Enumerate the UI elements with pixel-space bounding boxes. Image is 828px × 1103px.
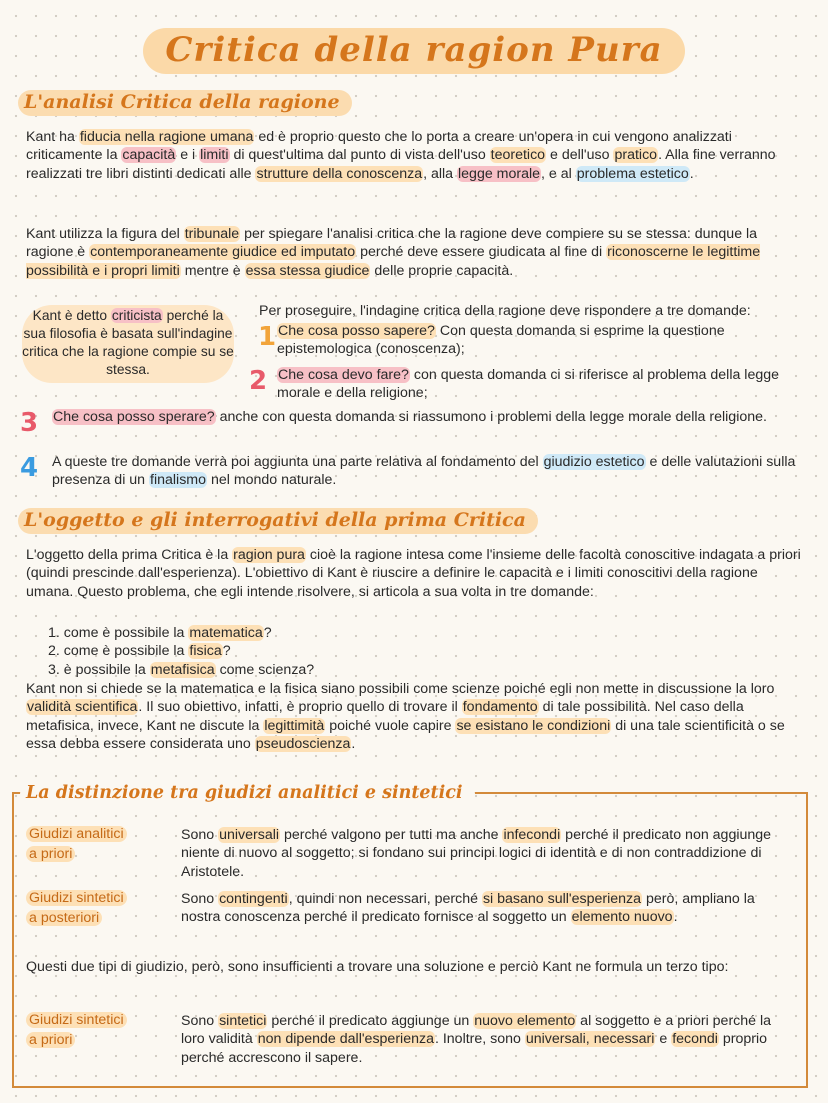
section-2-paragraph-2 <box>26 680 808 754</box>
text-run: e i <box>176 147 200 164</box>
highlighted-text: riconoscerne le legittime possibilità e i propri limiti <box>26 244 761 279</box>
text-run: e dell'uso <box>546 147 614 164</box>
text-run: di tale possibilità. Nel caso della metafisica, invece, Kant ne discute la <box>26 699 744 734</box>
desc-synthetic-a-priori <box>181 1012 791 1067</box>
text-run: come è possibile la <box>63 643 189 660</box>
text-run: Sono <box>181 827 219 843</box>
highlighted-text: ragion pura <box>233 547 305 563</box>
text-run: per spiegare l'analisi critica che la ragione deve compiere su se stessa: dunque la ragione è <box>26 226 758 261</box>
section-2-heading-wrap <box>18 508 538 534</box>
text-run: però, ampliano la nostra conoscenza perché il predicato fornisce al soggetto un <box>181 891 755 926</box>
highlighted-text: legge morale <box>458 165 541 182</box>
text-run: perché il predicato aggiunge un <box>267 1013 474 1029</box>
text-run: poiché vuole capire <box>325 717 456 734</box>
highlighted-text: pseudoscienza <box>255 736 351 753</box>
highlighted-text: se esistano le condizioni <box>456 717 611 734</box>
highlighted-text: nuovo elemento <box>474 1013 576 1029</box>
highlighted-text: limiti <box>200 147 229 164</box>
text-run: . <box>689 165 694 182</box>
text-run: nel mondo naturale. <box>207 472 337 489</box>
text-run: . Alla fine verranno realizzati tre libri distinti dedicati alle <box>26 147 776 182</box>
text-run: al soggetto e a priori perché la loro validità <box>181 1013 772 1048</box>
text-run: . Inoltre, sono <box>434 1031 525 1048</box>
question-number-2: 2 <box>249 366 268 396</box>
text-run: ed è proprio questo che lo porta a creare un'opera in cui vengono analizzati criticamente la <box>26 129 732 164</box>
text-run: . <box>351 736 356 753</box>
highlighted-text: fiducia nella ragione umana <box>79 129 254 145</box>
section-1-heading-wrap <box>18 90 352 116</box>
section-3-heading-wrap <box>20 782 475 806</box>
term-synthetic-a-priori: Giudizi sintetici a priori <box>26 1010 176 1050</box>
highlighted-text: metafisica <box>150 661 215 678</box>
text-run: , quindi non necessari, perché <box>288 891 482 907</box>
page-title: Critica della ragion Pura <box>143 28 684 74</box>
text-run: L'oggetto della prima Critica è la <box>26 547 233 563</box>
text-run: Con questa domanda si esprime la questione epistemologica (conoscenza); <box>277 323 725 358</box>
highlighted-text: Che cosa posso sperare? <box>53 409 215 425</box>
question-3 <box>52 408 800 426</box>
judgments-middle-text: Questi due tipi di giudizio, però, sono insufficienti a trovare una soluzione e perciò Kant ne formula un terzo tipo: <box>26 959 729 975</box>
text-run: di una tale scientificità o se essa debba essere considerata uno <box>26 717 785 753</box>
text-run: , alla <box>423 165 458 182</box>
question-4 <box>52 453 800 490</box>
section-3-heading: La distinzione tra giudizi analitici e sintetici <box>20 782 475 806</box>
highlighted-text: legittimità <box>264 717 325 734</box>
highlighted-text: matematica <box>189 625 263 641</box>
highlighted-text: elemento nuovo <box>571 909 673 926</box>
text-run: e <box>655 1031 672 1048</box>
highlighted-text: contingenti <box>219 891 288 907</box>
highlighted-text: infecondi <box>503 827 561 843</box>
text-run: A queste tre domande verrà poi aggiunta una parte relativa al fondamento del <box>52 454 543 470</box>
text-run: proprio perché accrescono il sapere. <box>181 1031 768 1066</box>
text-run: cioè la ragione intesa come l'insieme delle facoltà conoscitive indagata a priori (quindi prescinde dall'esperienza). L'obiettivo di Kant è riuscire a definire le capacità e i limiti conoscitivi della ragione umana. Questo problema, che egli intende risolvere, si articola a sua volta in tre domande: <box>26 547 801 600</box>
question-number-1: 1 <box>258 322 277 352</box>
term-synthetic-a-posteriori: Giudizi sintetici a posteriori <box>26 888 176 928</box>
text-run: con questa domanda ci si riferisce al problema della legge morale e della religione; <box>277 367 780 402</box>
list-item-3: 3. è possibile la metafisica come scienza? <box>48 661 315 678</box>
text-run: . <box>673 909 678 926</box>
text-run: Sono <box>181 1013 219 1029</box>
text-run: anche con questa domanda si riassumono i problemi della legge morale della religione. <box>215 409 767 425</box>
highlighted-text: contemporaneamente giudice ed imputato <box>90 244 356 261</box>
text-run: Kant è detto <box>32 308 111 323</box>
question-2 <box>277 366 807 403</box>
highlighted-text: capacità <box>122 147 176 164</box>
highlighted-text: Che cosa posso sapere? <box>278 323 435 339</box>
text-run: di quest'ultima dal punto di vista dell'uso <box>229 147 490 164</box>
text-run: Kant non si chiede se la matematica e la fisica siano possibili come scienze poiché egli non mette in discussione la loro <box>26 681 775 697</box>
text-run: Kant utilizza la figura del <box>26 226 184 242</box>
text-run: , e al <box>541 165 576 182</box>
text-run: mentre è <box>180 262 245 279</box>
highlighted-text: criticista <box>111 308 162 323</box>
list-item-2: 2. come è possibile la fisica? <box>48 643 231 660</box>
section-2-heading: L'oggetto e gli interrogativi della prima Critica <box>18 508 538 534</box>
highlighted-text: validità scientifica <box>27 699 138 716</box>
highlighted-text: finalismo <box>150 472 206 489</box>
highlighted-text: sintetici <box>219 1013 267 1029</box>
section-2-paragraph-1 <box>26 546 808 601</box>
text-run: Kant ha <box>26 129 79 145</box>
highlighted-text: giudizio estetico <box>543 454 645 470</box>
text-run: perché il predicato non aggiunge niente di nuovo al soggetto; si fondano sui principi logici di identità e di non contraddizione di Aristotele. <box>181 827 772 880</box>
section-2-list <box>48 624 788 679</box>
highlighted-text: problema estetico <box>576 165 689 182</box>
text-run: ? <box>222 643 231 660</box>
section-1-heading: L'analisi Critica della ragione <box>18 90 352 116</box>
text-run: Sono <box>181 891 219 907</box>
desc-analytic-a-priori <box>181 826 791 881</box>
highlighted-text: si basano sull'esperienza <box>482 891 642 907</box>
text-run: perché deve essere giudicata al fine di <box>356 244 607 261</box>
question-1 <box>277 322 797 359</box>
text-run: e delle valutazioni sulla presenza di un <box>52 454 796 489</box>
highlighted-text: tribunale <box>184 226 240 242</box>
highlighted-text: teoretico <box>490 147 546 164</box>
text-run: ? <box>263 625 272 641</box>
questions-intro: Per proseguire, l'indagine critica della ragione deve rispondere a tre domande: <box>259 303 751 319</box>
question-number-4: 4 <box>20 453 39 483</box>
section-1-paragraph-1 <box>26 128 808 183</box>
highlighted-text: non dipende dall'esperienza <box>257 1031 434 1048</box>
text-run: delle proprie capacità. <box>370 262 514 279</box>
desc-synthetic-a-posteriori <box>181 890 791 927</box>
text-run: perché la sua filosofia è basata sull'indagine critica che la ragione compie su se stessa. <box>22 308 234 377</box>
highlighted-text: universali, necessari <box>525 1031 655 1048</box>
term-analytic-a-priori: Giudizi analitici a priori <box>26 824 176 864</box>
section-1-paragraph-2 <box>26 225 808 280</box>
text-run: perché valgono per tutti ma anche <box>280 827 503 843</box>
text-run: come è possibile la <box>63 625 189 641</box>
highlighted-text: strutture della conoscenza <box>256 165 423 182</box>
highlighted-text: fondamento <box>462 699 538 716</box>
side-note <box>22 305 234 383</box>
highlighted-text: fecondi <box>672 1031 718 1048</box>
text-run: come scienza? <box>215 661 315 678</box>
highlighted-text: Che cosa devo fare? <box>278 367 409 383</box>
text-run: è possibile la <box>63 661 150 678</box>
highlighted-text: universali <box>219 827 280 843</box>
list-item-1: 1. come è possibile la matematica? <box>48 625 272 641</box>
highlighted-text: fisica <box>189 643 222 660</box>
highlighted-text: essa stessa giudice <box>245 262 370 279</box>
question-number-3: 3 <box>20 408 39 438</box>
highlighted-text: pratico <box>614 147 658 164</box>
text-run: . Il suo obiettivo, infatti, è proprio quello di trovare il <box>138 699 462 716</box>
page-title-wrap <box>0 28 828 74</box>
